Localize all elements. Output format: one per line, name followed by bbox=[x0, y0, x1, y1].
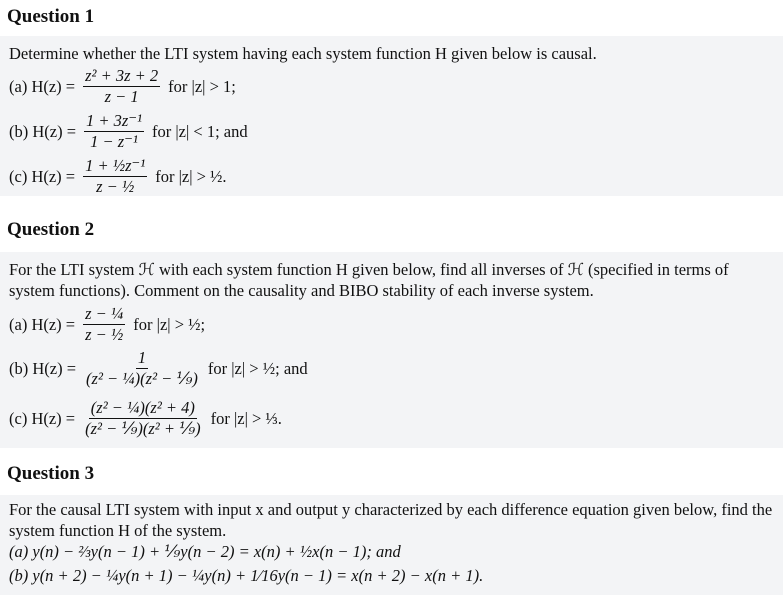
q1-part-b bbox=[9, 111, 248, 152]
q1c-numerator: 1 + ½z⁻¹ bbox=[85, 156, 146, 175]
q1c-denominator: z − ½ bbox=[96, 177, 135, 196]
q2-part-c bbox=[9, 398, 282, 439]
q2a-denominator: z − ½ bbox=[85, 325, 124, 344]
q1b-label: (b) H(z) = bbox=[9, 121, 77, 141]
q1b-fraction bbox=[84, 111, 144, 152]
question-2-intro: For the LTI system ℋ with each system function H given below, find all inverses of ℋ (specified in terms of system functions). Comment on the causality and BIBO stability of each inverse system. bbox=[9, 260, 729, 300]
q2c-numerator: (z² − ¼)(z² + 4) bbox=[90, 398, 195, 417]
q2c-condition: for |z| > ⅓. bbox=[210, 408, 282, 428]
question-3-title: Question 3 bbox=[7, 463, 95, 484]
question-2-title: Question 2 bbox=[7, 219, 95, 240]
q1a-condition: for |z| > 1; bbox=[168, 76, 236, 96]
question-3-intro: For the causal LTI system with input x and output y characterized by each difference equation given below, find the system function H of the system. bbox=[9, 500, 773, 540]
q1b-denominator: 1 − z⁻¹ bbox=[90, 132, 138, 151]
question-1-intro: Determine whether the LTI system having each system function H given below is causal. bbox=[9, 44, 597, 63]
q2a-numerator: z − ¼ bbox=[85, 304, 124, 323]
q1c-fraction bbox=[83, 156, 147, 197]
q2c-denominator: (z² − ⅑)(z² + ⅑) bbox=[85, 419, 201, 438]
q1a-label: (a) H(z) = bbox=[9, 76, 76, 96]
q3-part-b: (b) y(n + 2) − ¼y(n + 1) − ¼y(n) + 1⁄16y(n − 1) = x(n + 2) − x(n + 1). bbox=[9, 566, 484, 585]
q2b-fraction bbox=[84, 348, 200, 389]
q1a-denominator: z − 1 bbox=[104, 87, 139, 106]
q1a-numerator: z² + 3z + 2 bbox=[85, 66, 159, 85]
q1-part-a bbox=[9, 66, 236, 107]
q1c-condition: for |z| > ½. bbox=[155, 166, 227, 186]
q2b-numerator: 1 bbox=[137, 348, 147, 367]
q2b-condition: for |z| > ½; and bbox=[207, 358, 308, 378]
q1b-numerator: 1 + 3z⁻¹ bbox=[86, 111, 142, 130]
q2b-denominator: (z² − ¼)(z² − ⅑) bbox=[86, 369, 198, 388]
q2a-condition: for |z| > ½; bbox=[133, 314, 206, 334]
question-1-title: Question 1 bbox=[7, 6, 95, 27]
q1-part-c bbox=[9, 156, 227, 197]
q1b-condition: for |z| < 1; and bbox=[152, 121, 248, 141]
q2a-fraction bbox=[83, 304, 125, 345]
q3-part-a: (a) y(n) − ⅔y(n − 1) + ⅑y(n − 2) = x(n) + ½x(n − 1); and bbox=[9, 542, 401, 561]
q1a-fraction bbox=[83, 66, 160, 107]
q2b-label: (b) H(z) = bbox=[9, 358, 77, 378]
q2-part-b bbox=[9, 348, 308, 389]
q2c-label: (c) H(z) = bbox=[9, 408, 76, 428]
q2c-fraction bbox=[83, 398, 202, 439]
q2a-label: (a) H(z) = bbox=[9, 314, 76, 334]
q1c-label: (c) H(z) = bbox=[9, 166, 76, 186]
q2-part-a bbox=[9, 304, 205, 345]
